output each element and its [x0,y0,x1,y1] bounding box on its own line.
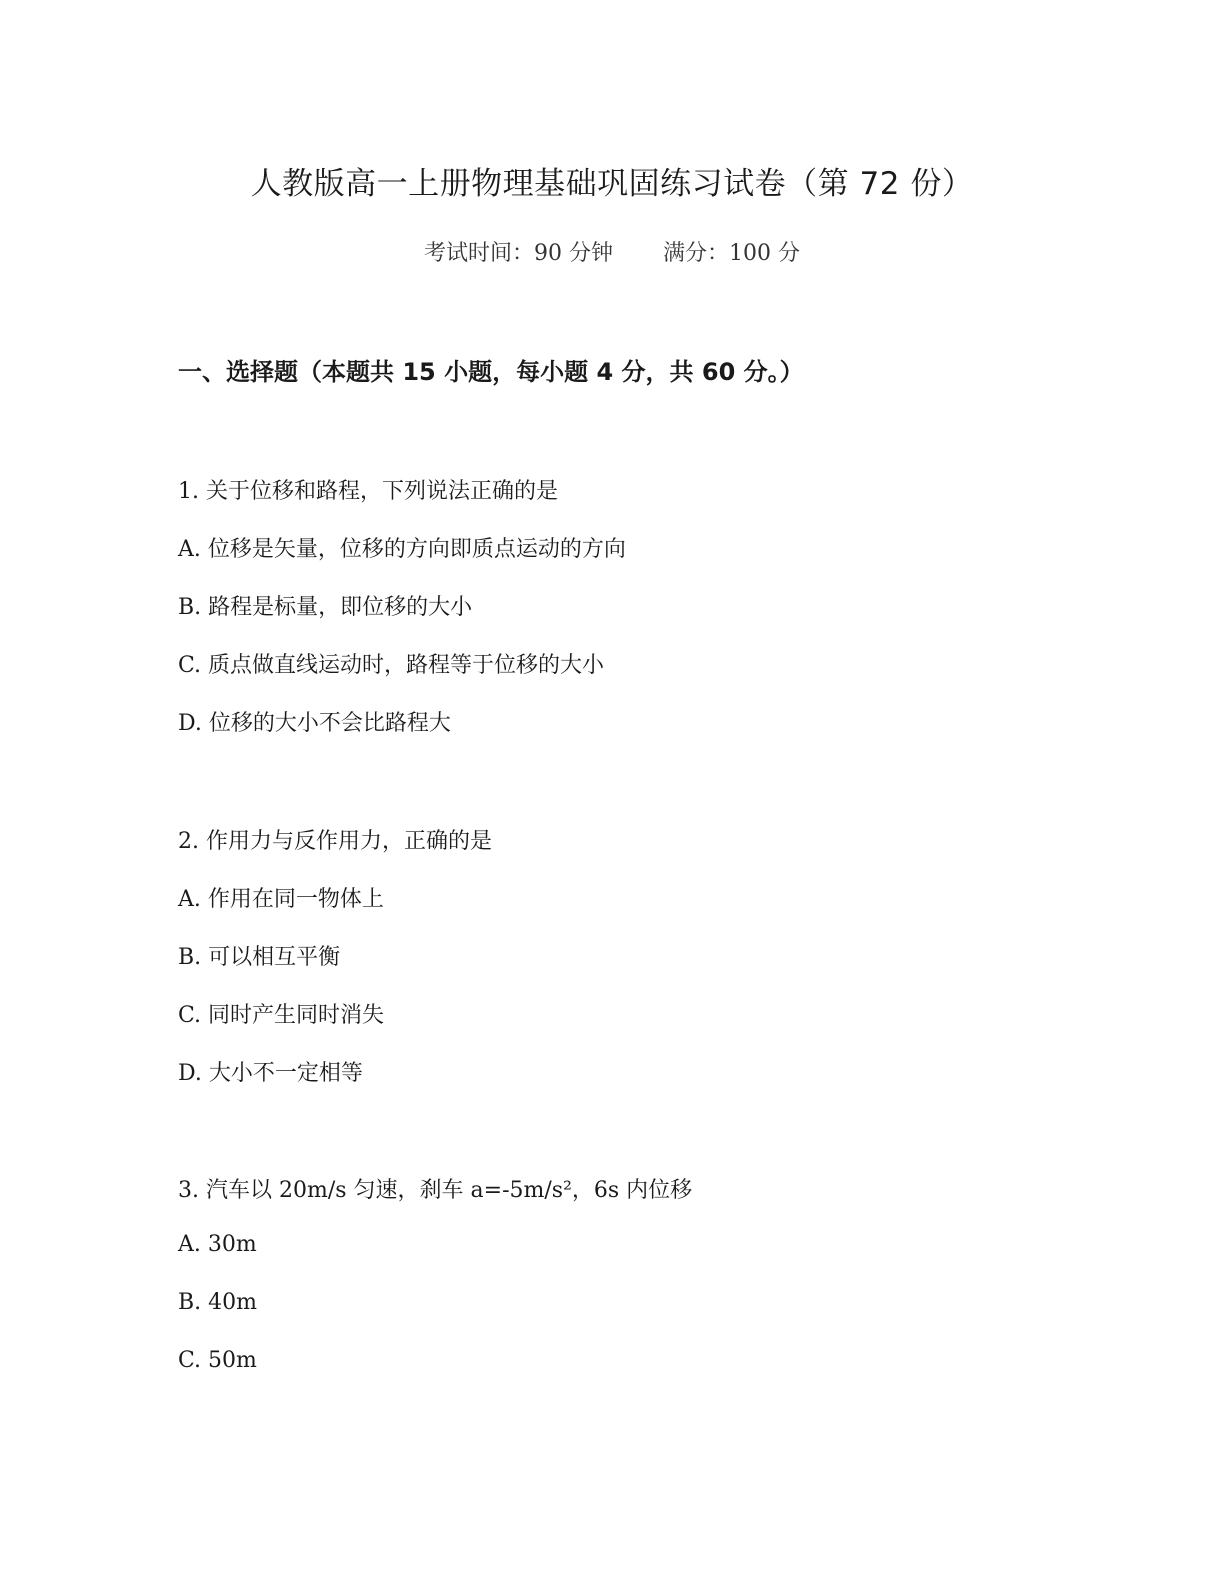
question-2-option-b: B. 可以相互平衡 [178,945,341,970]
page-title: 人教版高一上册物理基础巩固练习试卷（第 72 份） [250,166,974,202]
question-3-option-b: B. 40m [178,1290,258,1315]
section-heading: 一、选择题（本题共 15 小题，每小题 4 分，共 60 分。） [178,358,804,386]
question-3-stem: 3. 汽车以 20m/s 匀速，刹车 a=-5m/s²，6s 内位移 [178,1178,693,1203]
full-score: 满分：100 分 [663,241,800,266]
question-2-option-d: D. 大小不一定相等 [178,1061,363,1086]
question-2-stem: 2. 作用力与反作用力，正确的是 [178,829,492,854]
question-2-option-c: C. 同时产生同时消失 [178,1003,385,1028]
question-2-option-a: A. 作用在同一物体上 [178,887,384,912]
question-1-option-a: A. 位移是矢量，位移的方向即质点运动的方向 [178,537,626,562]
question-1-option-b: B. 路程是标量，即位移的大小 [178,595,473,620]
question-3-option-a: A. 30m [178,1232,257,1257]
exam-meta [0,236,1224,267]
question-1-option-c: C. 质点做直线运动时，路程等于位移的大小 [178,653,605,678]
question-1-stem: 1. 关于位移和路程，下列说法正确的是 [178,479,558,504]
question-1-option-d: D. 位移的大小不会比路程大 [178,711,451,736]
exam-time: 考试时间：90 分钟 [424,241,613,266]
question-3-option-c: C. 50m [178,1348,257,1373]
